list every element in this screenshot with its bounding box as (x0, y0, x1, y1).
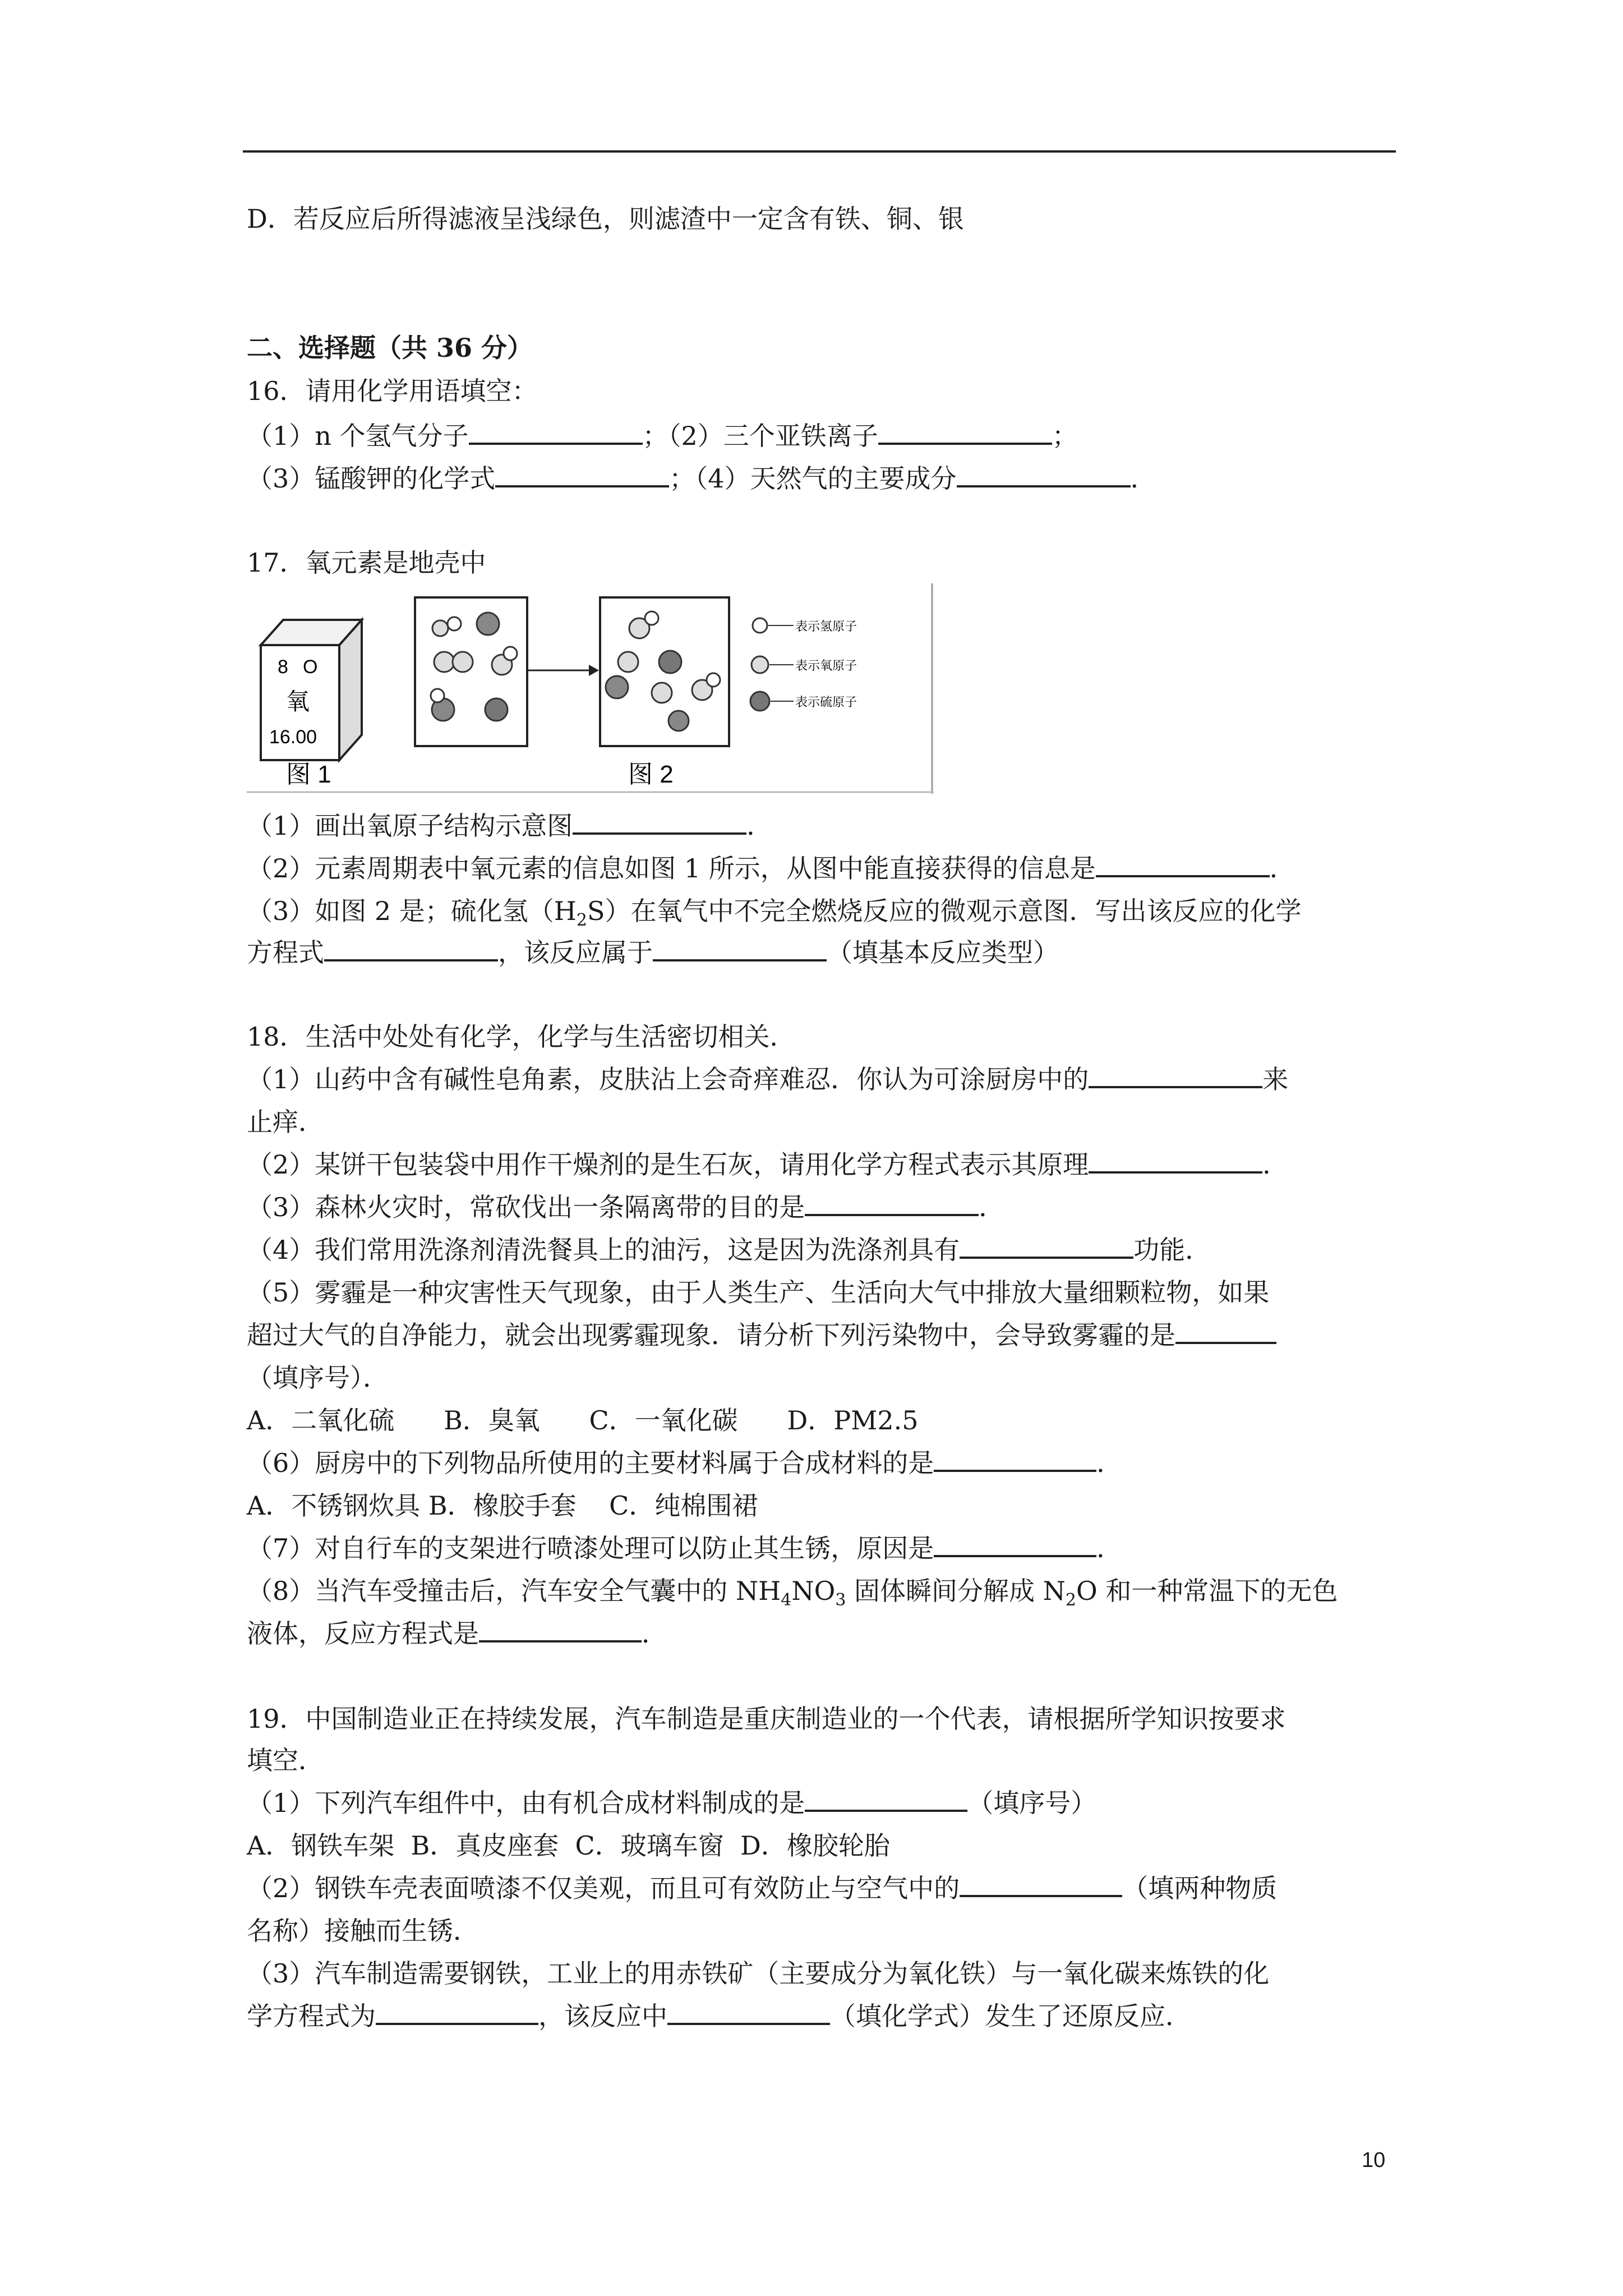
q15-option-d: D．若反应后所得滤液呈浅绿色，则滤渣中一定含有铁、铜、银 (247, 204, 964, 234)
q18-line2: 止痒． (247, 1107, 324, 1137)
answer-blank[interactable] (805, 1787, 967, 1812)
atomic-number: 8 (278, 656, 288, 678)
q18-line6: （5）雾霾是一种灾害性天气现象，由于人类生产、生活向大气中排放大量细颗粒物，如果 (247, 1277, 1270, 1308)
legend-sulfur: 表示硫原子 (795, 696, 857, 710)
q17-stem: 17．氧元素是地壳中 (247, 547, 486, 578)
section-title: 二、选择题（共 36 分） (247, 333, 533, 363)
products-box (600, 597, 729, 746)
legend (750, 618, 857, 711)
answer-blank[interactable] (1175, 1319, 1276, 1344)
answer-blank[interactable] (1096, 853, 1270, 877)
q18-line3: （2）某饼干包装袋中用作干燥剂的是生石灰，请用化学方程式表示其原理 ． (247, 1149, 1289, 1180)
q18-stem: 18．生活中处处有化学，化学与生活密切相关． (247, 1022, 796, 1052)
answer-blank[interactable] (573, 810, 746, 835)
q18-line4: （3）森林火灾时，常砍伐出一条隔离带的目的是 ． (247, 1192, 1005, 1222)
answer-blank[interactable] (495, 463, 669, 487)
q17-line4: 方程式 ，该反应属于 （填基本反应类型） (247, 937, 1059, 968)
answer-blank[interactable] (960, 1234, 1133, 1259)
answer-blank[interactable] (469, 420, 643, 445)
q17-line3: （3）如图 2 是；硫化氢$(H_2S)$在氧气中不完全燃烧反应的微观示意图．写出该反应的化学 (247, 896, 1302, 931)
q18-line10: （7）对自行车的支架进行喷漆处理可以防止其生锈，原因是 ． (247, 1533, 1123, 1563)
q18-line1: （1）山药中含有碱性皂角素，皮肤沾上会奇痒难忍．你认为可涂厨房中的 来 (247, 1064, 1289, 1094)
q19-line2: （2）钢铁车壳表面喷漆不仅美观，而且可有效防止与空气中的 （填两种物质 (247, 1873, 1278, 1903)
q18-options-6: A．不锈钢炊具 B．橡胶手套 C．纯棉围裙 (247, 1490, 758, 1521)
q18-line9: （6）厨房中的下列物品所使用的主要材料属于合成材料的是 ． (247, 1448, 1123, 1478)
q16-line1: （1）n 个氢气分子 ；（2）三个亚铁离子 ； (247, 421, 1078, 451)
atomic-mass: 16.00 (269, 726, 317, 748)
q17-line1: （1）画出氧原子结构示意图 ． (247, 811, 773, 841)
legend-oxygen: 表示氧原子 (795, 659, 857, 673)
answer-blank[interactable] (1089, 1149, 1262, 1174)
figure-1-caption: 图 1 (286, 761, 331, 788)
legend-hydrogen: 表示氢原子 (795, 620, 857, 634)
answer-blank[interactable] (1089, 1064, 1262, 1088)
q17-figure (247, 583, 934, 794)
answer-blank[interactable] (667, 2000, 830, 2025)
answer-blank[interactable] (805, 1191, 979, 1216)
figure-2-caption: 图 2 (628, 761, 674, 788)
q18-line11: （8）当汽车受撞击后，汽车安全气囊中的 $NH_4NO_3$ 固体瞬间分解成 $N_2O$ 和一种常温下的无色 (247, 1576, 1338, 1611)
answer-blank[interactable] (376, 2000, 538, 2025)
q16-stem: 16．请用化学用语填空： (247, 376, 538, 406)
q19-line1: （1）下列汽车组件中，由有机合成材料制成的是 （填序号） (247, 1788, 1097, 1818)
q19-line3: 名称）接触而生锈． (247, 1916, 479, 1946)
q19-line5: 学方程式为 ，该反应中 （填化学式）发生了还原反应． (247, 2001, 1191, 2031)
answer-blank[interactable] (960, 1872, 1122, 1897)
q18-line12: 液体，反应方程式是 ． (247, 1618, 667, 1649)
reactants-box (415, 597, 527, 746)
q18-options-5: A．二氧化硫 B．臭氧 C．一氧化碳 D．PM2.5 (247, 1405, 919, 1435)
answer-blank[interactable] (878, 420, 1052, 445)
q18-line8: （填序号）． (247, 1363, 389, 1393)
answer-blank[interactable] (653, 937, 827, 961)
q17-line2: （2）元素周期表中氧元素的信息如图 1 所示，从图中能直接获得的信息是 ． (247, 853, 1295, 884)
answer-blank[interactable] (934, 1533, 1096, 1557)
answer-blank[interactable] (934, 1447, 1096, 1472)
q19-line4: （3）汽车制造需要钢铁，工业上的用赤铁矿（主要成分为氧化铁）与一氧化碳来炼铁的化 (247, 1958, 1270, 1989)
answer-blank[interactable] (479, 1618, 642, 1642)
q19-stem-1: 19．中国制造业正在持续发展，汽车制造是重庆制造业的一个代表，请根据所学知识按要求 (247, 1704, 1286, 1734)
element-symbol: O (303, 656, 318, 678)
oxygen-element-box (261, 620, 362, 760)
q19-stem-2: 填空． (247, 1745, 324, 1775)
q18-line5: （4）我们常用洗涤剂清洗餐具上的油污，这是因为洗涤剂具有 功能． (247, 1235, 1211, 1265)
element-name: 氧 (286, 688, 310, 715)
q18-line7: 超过大气的自净能力，就会出现雾霾现象．请分析下列污染物中，会导致雾霾的是 (247, 1318, 1276, 1352)
answer-blank[interactable] (957, 463, 1131, 487)
q19-options-1: A．钢铁车架 B．真皮座套 C．玻璃车窗 D．橡胶轮胎 (247, 1830, 890, 1861)
q16-line2: （3）锰酸钾的化学式 ；（4）天然气的主要成分 ． (247, 463, 1156, 494)
answer-blank[interactable] (324, 937, 498, 961)
reaction-diagram (247, 583, 934, 794)
header-rule (243, 150, 1396, 153)
page-number: 10 (1362, 2148, 1386, 2172)
